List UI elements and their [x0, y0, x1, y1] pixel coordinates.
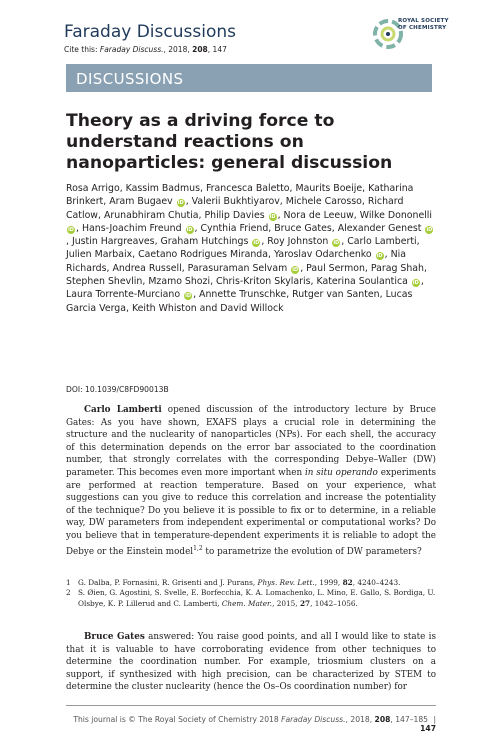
orcid-icon[interactable]: iD	[426, 226, 433, 233]
author-name: Chris-Kriton Skylaris	[216, 276, 311, 288]
orcid-icon[interactable]: iD	[333, 240, 340, 247]
speaker-1: Carlo Lamberti	[84, 405, 162, 415]
author-name: Wilke Dononelli	[359, 209, 433, 221]
reference-journal: Phys. Rev. Lett.	[257, 578, 315, 587]
cite-details: , 2018,	[163, 45, 193, 54]
author-name: Carlo Lamberti	[347, 236, 417, 248]
paragraph-1-italic: in situ operando	[304, 467, 378, 478]
author-name: Justin Hargreaves	[71, 236, 155, 248]
author-name: Stephen Shevlin	[66, 276, 143, 288]
author-name: Andrea Russell	[112, 262, 182, 274]
reference-text	[78, 588, 436, 609]
reference-volume: 27	[299, 598, 311, 608]
logo-line-1: ROYAL SOCIETY	[398, 18, 449, 24]
author-name: Kassim Badmus	[125, 183, 200, 194]
author-name: Annette Trunschke	[199, 289, 287, 301]
cite-volume: 208	[192, 45, 208, 54]
reference-number: 1	[66, 578, 71, 587]
author-name: Richard Catlow	[66, 196, 404, 221]
author-name: Cynthia Friend	[200, 222, 269, 234]
author-name: Julien Marbaix	[66, 249, 133, 261]
author-name: David Willock	[220, 302, 284, 314]
author-name: Graham Hutchings	[160, 236, 249, 248]
rsc-logo-text	[398, 18, 449, 32]
footer-copyright: This journal is © The Royal Society of Chemistry 2018	[73, 715, 279, 724]
reference-item	[66, 588, 436, 609]
footer-separator: |	[433, 715, 436, 724]
author-name: Katharina Brinkert	[66, 183, 414, 208]
author-name: Lucas Garcia Verga	[66, 289, 413, 314]
author-name: Caetano Rodrigues Miranda	[138, 249, 268, 261]
author-and: and	[196, 302, 221, 314]
author-name: Laura Torrente-Murciano	[66, 289, 181, 301]
orcid-icon[interactable]: iD	[177, 200, 184, 207]
reference-volume: 82	[342, 578, 353, 587]
journal-title: Faraday Discussions	[64, 22, 236, 42]
author-name: Francesca Baletto	[205, 183, 290, 194]
citation-line	[64, 45, 227, 54]
reference-list	[66, 578, 436, 609]
author-name: Philip Davies	[204, 209, 265, 221]
reference-pages: , 4240–4243.	[352, 578, 401, 587]
orcid-icon[interactable]: iD	[253, 240, 260, 247]
paragraph-1-ref[interactable]: 1,2	[193, 544, 203, 552]
paragraph-1-text-c: to parametrize the evolution of DW parameters?	[202, 546, 422, 557]
paragraph-1	[66, 404, 436, 558]
author-name: Parasuraman Selvam	[187, 262, 288, 274]
reference-number: 2	[66, 588, 71, 598]
speaker-2: Bruce Gates	[84, 632, 145, 642]
paragraph-1-text-a: opened discussion of the introductory lecture by Bruce Gates: As you have shown, EXAFS plays a crucial role in determining the structure and the nuclearity of nanoparticles (NPs). For each shell, the accuracy of this determination depends on the error bar associated to the coordination number, that strongly correlates with the corresponding Debye–Waller (DW) parameter. This becomes even more important when	[66, 405, 436, 478]
author-name: Roy Johnston	[267, 236, 329, 248]
author-name: Rutger van Santen	[292, 289, 380, 301]
footer-divider	[66, 705, 436, 706]
orcid-icon[interactable]: iD	[412, 280, 419, 287]
paragraph-2-text: answered: You raise good points, and all I would like to state is that it is valuable to have corroborating evidence from other techniques to determine the coordination number. For example, triosmium clusters on a support, if synthesized with high precision, can be characterized by STEM to determine the cluster nuclearity (hence the Os–Os coordination number) for	[66, 632, 437, 693]
cite-prefix: Cite this:	[64, 45, 98, 54]
cite-page: , 147	[207, 45, 227, 54]
page-number: 147	[420, 724, 436, 733]
author-name: Michele Carosso	[285, 196, 362, 208]
section-label: DISCUSSIONS	[76, 70, 184, 88]
author-name: Maurits Boeije	[295, 183, 363, 194]
author-name: Katerina Soulantica	[316, 276, 408, 288]
author-name: Aram Bugaev	[109, 196, 173, 208]
author-list: Rosa Arrigo, Kassim Badmus, Francesca Baletto, Maurits Boeije, Katharina Brinkert, Aram Bugaev iD , Valerii Bukhtiyarov, Michele Carosso, Richard Catlow, Arunabhiram Chutia, Philip Davies iD , Nora de Leeuw, Wilke Dononelli iD , Hans-Joachim Freund iD , Cynthia Friend, Bruce Gates, Alexander Genest iD, Justin Hargreaves, Graham Hutchings iD , Roy Johnston iD , Carlo Lamberti, Julien Marbaix, Caetano Rodrigues Miranda, Yaroslav Odarchenko iD , Nia Richards, Andrea Russell, Parasuraman Selvam iD , Paul Sermon, Parag Shah, Stephen Shevlin, Mzamo Shozi, Chris-Kriton Skylaris, Katerina Soulantica iD , Laura Torrente-Murciano iD , Annette Trunschke, Rutger van Santen, Lucas Garcia Verga, Keith Whiston and David Willock	[66, 183, 433, 314]
orcid-icon[interactable]: iD	[185, 293, 192, 300]
author-name: Parag Shah	[370, 262, 424, 274]
orcid-icon[interactable]: iD	[269, 213, 276, 220]
footer-journal: Faraday Discuss.	[281, 715, 346, 724]
page-footer	[66, 715, 436, 733]
author-name: Valerii Bukhtiyarov	[191, 196, 280, 208]
author-name: Rosa Arrigo	[66, 183, 120, 194]
author-name: Nora de Leeuw	[283, 209, 354, 221]
author-name: Yaroslav Odarchenko	[273, 249, 372, 261]
author-name: Paul Sermon	[306, 262, 365, 274]
footer-pages: , 147–185	[390, 715, 429, 724]
reference-journal: Chem. Mater.	[221, 598, 273, 608]
author-name: Arunabhiram Chutia	[103, 209, 199, 221]
author-name: Mzamo Shozi	[148, 276, 211, 288]
reference-item	[66, 578, 436, 588]
author-name: Bruce Gates	[274, 222, 332, 234]
author-name: Alexander Genest	[337, 222, 422, 234]
author-name: Nia Richards	[66, 249, 406, 274]
orcid-icon[interactable]: iD	[186, 226, 193, 233]
article-title: Theory as a driving force to understand reactions on nanoparticles: general discussion	[66, 111, 393, 173]
logo-line-2: OF CHEMISTRY	[398, 25, 447, 31]
reference-authors: G. Dalba, P. Fornasini, R. Grisenti and J. Purans,	[78, 578, 258, 587]
reference-authors: S. Øien, G. Agostini, S. Svelle, E. Borfecchia, K. A. Lomachenko, L. Mino, E. Gallo, S. Bordiga, U. Olsbye, K. P. Lillerud and C. Lamberti,	[78, 588, 436, 608]
footer-volume: 208	[374, 715, 391, 724]
reference-pages: , 1042–1056.	[310, 598, 358, 608]
doi: DOI: 10.1039/C8FD90013B	[66, 385, 169, 394]
section-banner	[66, 64, 432, 92]
reference-year: , 2015,	[272, 598, 300, 608]
paragraph-2	[66, 631, 436, 694]
footer-year: , 2018,	[345, 715, 375, 724]
cite-journal: Faraday Discuss.	[99, 45, 164, 54]
reference-year: , 1999,	[314, 578, 343, 587]
orcid-icon[interactable]: iD	[68, 226, 74, 233]
orcid-icon[interactable]: iD	[292, 266, 299, 273]
author-name: Keith Whiston	[131, 302, 197, 314]
paragraph-1-text-b: experiments are performed at reaction temperature. Based on your experience, what suggestions can you give to reduce this correlation and increase the potentiality of the technique? Do you believe it is possible to fix or to determine, in a reliable way, DW parameters from independent experimental or computational works? Do you believe that in temperature-dependent experiments it is reliable to adopt the Debye or the Einstein model	[66, 467, 436, 557]
author-name: Hans-Joachim Freund	[81, 222, 182, 234]
orcid-icon[interactable]: iD	[376, 253, 383, 260]
reference-text	[78, 578, 436, 588]
